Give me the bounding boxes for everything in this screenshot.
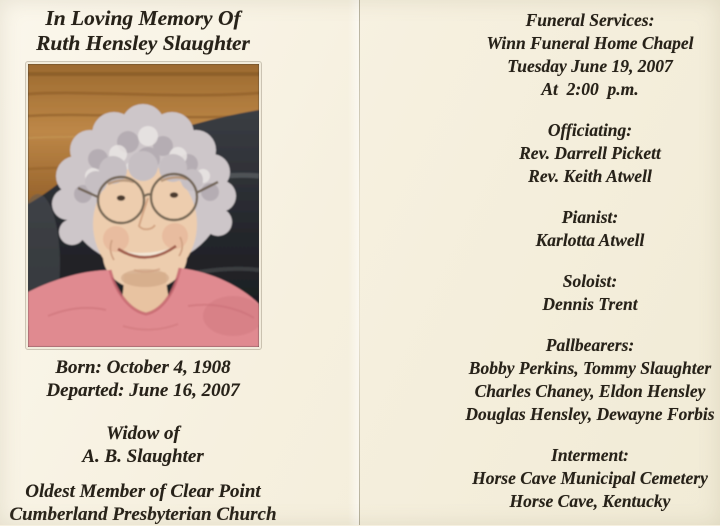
section-line: Rev. Darrell Pickett [519, 143, 661, 163]
section-pallbearers [460, 334, 720, 426]
section-line: Karlotta Atwell [535, 230, 645, 250]
section-line: Douglas Hensley, Dewayne Forbis [465, 404, 715, 424]
memorial-title [0, 6, 286, 56]
section-heading: Officiating: [547, 120, 633, 140]
section-line: At 2:00 p.m. [541, 79, 639, 99]
portrait-photo-graphic [28, 64, 259, 347]
membership-block [0, 480, 286, 526]
section-soloist [460, 270, 720, 316]
section-line: Tuesday June 19, 2007 [507, 56, 673, 76]
section-line: Rev. Keith Atwell [528, 166, 652, 186]
membership-line-2: Cumberland Presbyterian Church [9, 504, 277, 525]
title-line-1: In Loving Memory Of [45, 6, 241, 30]
section-heading: Pianist: [561, 207, 619, 227]
section-heading: Funeral Services: [525, 10, 655, 30]
section-officiating [460, 119, 720, 188]
right-page [360, 0, 720, 525]
section-line: Charles Chaney, Eldon Hensley [474, 381, 706, 401]
departed-line: Departed: June 16, 2007 [46, 380, 240, 401]
dates-block [0, 356, 286, 402]
section-line: Horse Cave, Kentucky [509, 491, 671, 511]
section-pianist [460, 206, 720, 252]
section-line: Dennis Trent [542, 294, 638, 314]
section-heading: Interment: [551, 445, 629, 465]
section-heading: Soloist: [562, 271, 618, 291]
membership-line-1: Oldest Member of Clear Point [25, 481, 261, 502]
portrait-photo [26, 62, 261, 349]
widow-line-1: Widow of [106, 423, 180, 444]
widow-line-2: A. B. Slaughter [82, 446, 204, 467]
section-interment [460, 444, 720, 513]
section-line: Horse Cave Municipal Cemetery [472, 468, 708, 488]
section-line: Bobby Perkins, Tommy Slaughter [468, 358, 712, 378]
left-page [0, 0, 360, 525]
title-line-2: Ruth Hensley Slaughter [36, 31, 250, 55]
section-line: Winn Funeral Home Chapel [486, 33, 694, 53]
section-funeral-services [460, 9, 720, 101]
section-heading: Pallbearers: [545, 335, 635, 355]
born-line: Born: October 4, 1908 [55, 357, 231, 378]
widow-block [0, 422, 286, 468]
